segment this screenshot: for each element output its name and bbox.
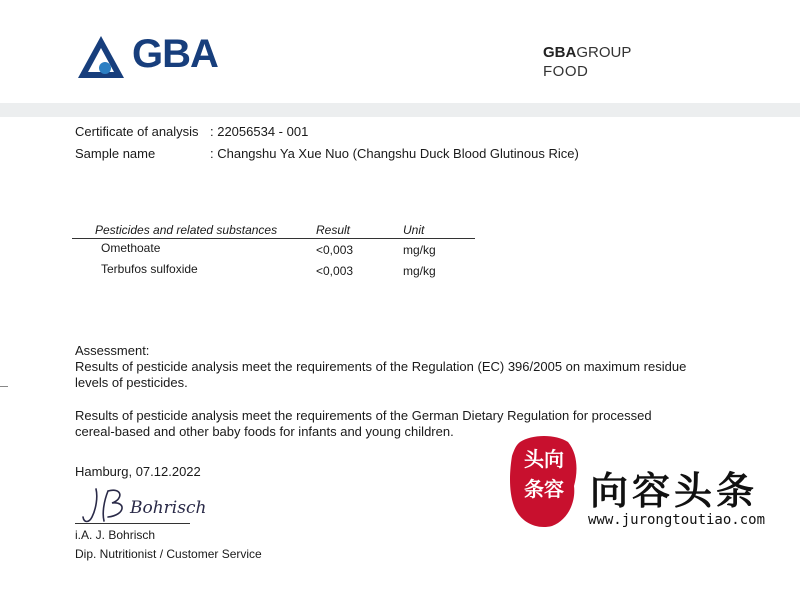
certificate-label: Certificate of analysis: [75, 124, 199, 139]
signature-image: [78, 483, 207, 527]
gba-group-bold: GBA: [543, 44, 577, 61]
sample-label: Sample name: [75, 146, 156, 161]
table-cell-unit: mg/kg: [403, 243, 436, 257]
svg-text:条容: 条容: [524, 477, 564, 501]
table-cell-result: <0,003: [316, 243, 354, 257]
signer-name: i.A. J. Bohrisch: [75, 528, 156, 542]
table-cell-unit: mg/kg: [403, 264, 436, 278]
gba-logo-triangle-icon: [76, 34, 126, 80]
gba-logo: [76, 34, 246, 80]
svg-text:Bohrisch: Bohrisch: [130, 498, 207, 518]
gba-group-label: [543, 44, 631, 61]
table-header-result: Result: [316, 223, 351, 237]
watermark-title: 向容头条: [590, 469, 759, 513]
margin-tick: [0, 386, 8, 387]
certificate-value: : 22056534 - 001: [210, 124, 309, 139]
watermark-url: www.jurongtoutiao.com: [588, 512, 766, 528]
gba-logo-text: GBA: [132, 32, 218, 76]
signer-role: Dip. Nutritionist / Customer Service: [75, 547, 262, 561]
gba-food-label: FOOD: [543, 63, 589, 80]
svg-text:头向: 头向: [524, 447, 564, 471]
signature-rule: [75, 523, 190, 524]
table-header-rule: [72, 238, 475, 239]
table-cell-substance: Terbufos sulfoxide: [101, 262, 198, 276]
table-cell-substance: Omethoate: [101, 241, 161, 255]
assessment-text: cereal-based and other baby foods for infants and young children.: [75, 424, 454, 439]
table-header-unit: Unit: [403, 223, 425, 237]
assessment-heading: Assessment:: [75, 343, 150, 358]
sample-value: : Changshu Ya Xue Nuo (Changshu Duck Blood Glutinous Rice): [210, 146, 579, 161]
table-header-substance: Pesticides and related substances: [95, 223, 278, 237]
watermark-seal-icon: [506, 432, 580, 530]
place-date: Hamburg, 07.12.2022: [75, 464, 201, 479]
gba-group-rest: GROUP: [576, 44, 632, 61]
header-band: [0, 103, 800, 117]
assessment-text: levels of pesticides.: [75, 375, 188, 390]
assessment-text: Results of pesticide analysis meet the requirements of the Regulation (EC) 396/2005 on maximum residue: [75, 359, 687, 374]
assessment-text: Results of pesticide analysis meet the requirements of the German Dietary Regulation for processed: [75, 408, 652, 423]
table-cell-result: <0,003: [316, 264, 354, 278]
